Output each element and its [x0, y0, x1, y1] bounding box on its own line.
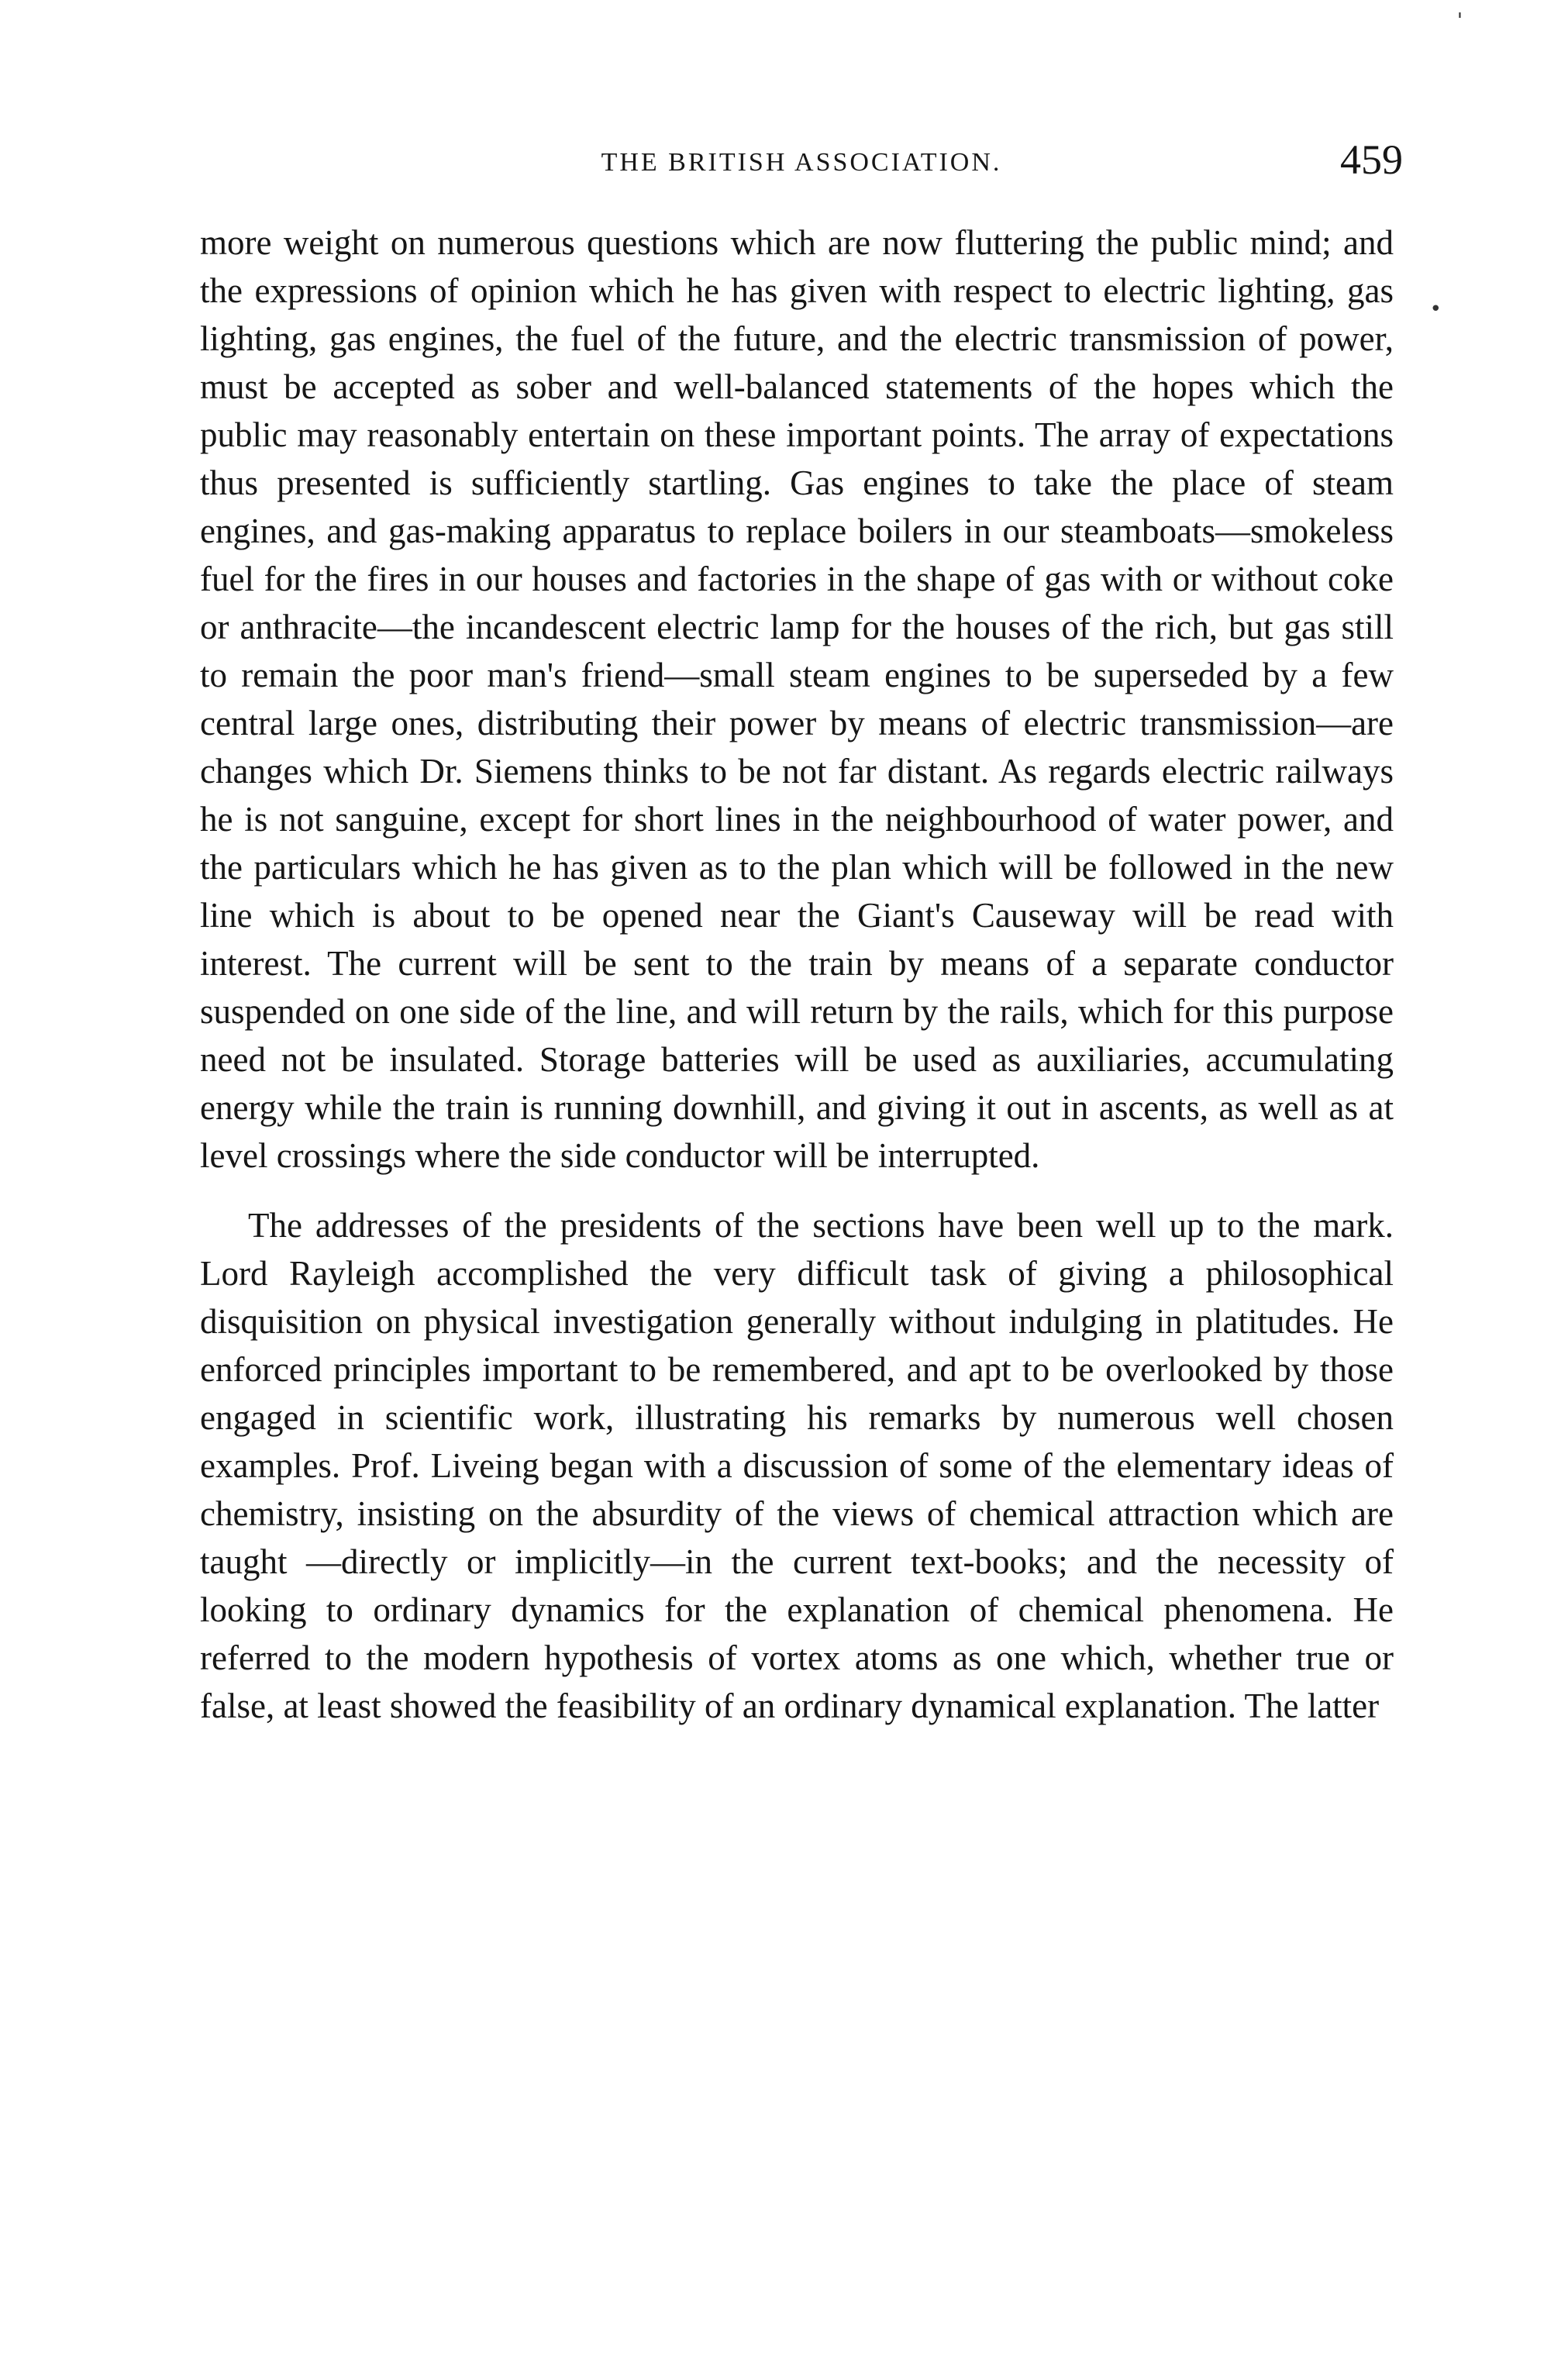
running-title: THE BRITISH ASSOCIATION.	[601, 148, 1002, 177]
margin-mark-side: •	[1429, 298, 1442, 321]
page-header	[200, 136, 1403, 186]
paragraph-continued: more weight on numerous questions which are now fluttering the public mind; and the expressions of opinion which he has given with respect to electric lighting, gas lighting, gas engines, the fuel of the future, and the electric transmission of power, must be accepted as sober and well-balanced statements of the hopes which the public may reasonably entertain on these important points. The array of expectations thus presented is sufficiently startling. Gas engines to take the place of steam engines, and gas-making apparatus to replace boilers in our steamboats—smokeless fuel for the fires in our houses and factories in the shape of gas with or without coke or anthracite—the incandescent electric lamp for the houses of the rich, but gas still to remain the poor man's friend—small steam engines to be superseded by a few central large ones, distributing their power by means of electric transmission—are changes which Dr. Siemens thinks to be not far distant. As regards electric railways he is not sanguine, except for short lines in the neighbourhood of water power, and the particulars which he has given as to the plan which will be followed in the new line which is about to be opened near the Giant's Causeway will be read with interest. The current will be sent to the train by means of a separate conductor suspended on one side of the line, and will return by the rails, which for this purpose need not be insulated. Storage batteries will be used as auxiliaries, accumulating energy while the train is running downhill, and giving it out in ascents, as well as at level crossings where the side conductor will be interrupted.	[200, 223, 1394, 1175]
body-text	[200, 219, 1394, 1730]
margin-mark-top: '	[1456, 9, 1463, 33]
page-number: 459	[1340, 136, 1403, 183]
paragraph-section-addresses: The addresses of the presidents of the sections have been well up to the mark. Lord Rayleigh accomplished the very difficult task of giving a philosophical disquisition on physical investigation generally without indulging in platitudes. He enforced principles important to be remembered, and apt to be overlooked by those engaged in scientific work, illustrating his remarks by numerous well chosen examples. Prof. Liveing began with a discussion of some of the elementary ideas of chemistry, insisting on the absurdity of the views of chemical attraction which are taught —directly or implicitly—in the current text-books; and the necessity of looking to ordinary dynamics for the explanation of chemical phenomena. He referred to the modern hypothesis of vortex atoms as one which, whether true or false, at least showed the feasibility of an ordinary dynamical explanation. The latter	[200, 1206, 1394, 1725]
